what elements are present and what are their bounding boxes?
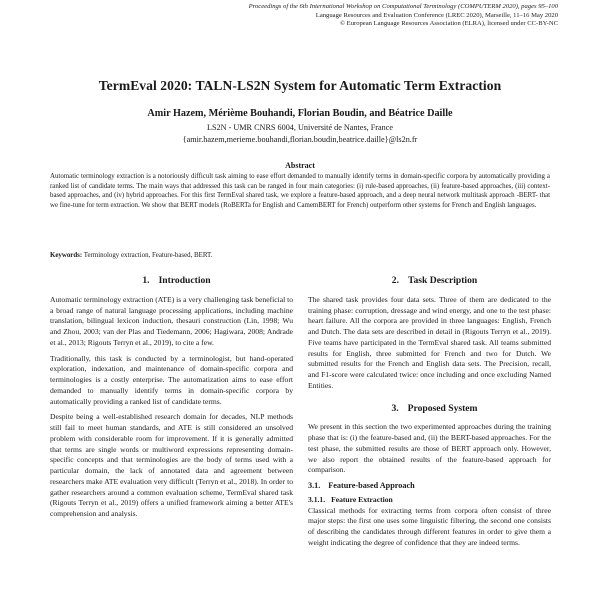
feature-extraction-paragraph: Classical methods for extracting terms from corpora often consist of three major steps: the first one uses some linguistic filtering, the second one consists of describing the candidates through different features in order to give them a weight indicating the degree of confidence that they are indeed terms. [308,505,551,547]
intro-paragraph-2: Traditionally, this task is conducted by a terminologist, but hand-operated exploration, indexation, and maintenance of domain-specific corpora and terminologies is a costly enterprise. The automatization aims to ease effort demanded to manually identify terms in domain-specific corpora by automatically providing a ranked list of candidate terms. [50,353,293,406]
subsection-number: 3.1. [308,481,321,490]
section-number: 1. [142,275,150,286]
section-heading-introduction [50,276,293,287]
affiliation: LS2N - UMR CNRS 6004, Université de Nantes, France [206,123,394,132]
task-paragraph-1: The shared task provides four data sets. Three of them are dedicated to the training phase: corruption, dressage and wind energy, and one to the test phase: heart failure. All the corpora are provided in three languages: English, French and Dutch. The data sets are described in detail in (Rigouts Terryn et al., 2019). Five teams have participated in the TermEval shared task. All teams submitted results for English, three submitted for French and two for Dutch. We submitted results for the French and English data sets. The Precision, recall, and F1-score were calculated twice: once including and once excluding Named Entities. [308,294,551,390]
intro-paragraph-1: Automatic terminology extraction (ATE) is a very challenging task beneficial to a broad range of natural language processing applications, including machine translation, bilingual lexicon induction, thesauri construction (Lin, 1998; Wu and Zhou, 2003; van der Plas and Tiedemann, 2006; Hagiwara, 2008; Andrade et al., 2013; Rigouts Terryn et al., 2019), to cite a few. [50,294,293,347]
keywords-line [50,251,550,261]
proceedings-line-1: Proceedings of the 6th International Workshop on Computational Terminology (COMPUTERM 2020), pages 95–100 [248,3,558,10]
section-title: Proposed System [407,402,478,414]
section-number: 3. [391,402,399,414]
proceedings-line-3: © European Language Resources Association (ELRA), licensed under CC-BY-NC [340,20,558,28]
section-heading-task-description [308,276,551,287]
section-title: Task Description [407,275,478,286]
keywords-text: Terminology extraction, Feature-based, BERT. [82,252,213,259]
subsection-heading-feature-based [308,481,551,492]
section-title: Introduction [158,275,211,286]
section-heading-proposed-system [308,404,551,415]
system-paragraph-1: We present in this section the two experimented approaches during the training phase that is: (i) the feature-based and, (ii) the BERT-based approaches. For the test phase, the submitted results are those of BERT approach only. However, we also report the obtained results of the feature-based approach for comparison. [308,422,551,475]
author-list: Amir Hazem, Mérième Bouhandi, Florian Boudin, and Béatrice Daille [147,108,453,119]
author-emails: {amir.hazem,merieme.bouhandi,florian.boudin,beatrice.daille}@ls2n.fr [182,134,418,144]
subsubsection-number: 3.1.1. [308,494,326,504]
keywords-label: Keywords: [50,252,83,259]
proceedings-line-2: Language Resources and Evaluation Conference (LREC 2020), Marseille, 11–16 May 2020 [315,11,558,19]
abstract-text: Automatic terminology extraction is a notoriously difficult task aiming to ease effort demanded to manually identify terms in domain-specific corpora by automatically providing a ranked list of candidate terms. The main ways that addressed this task can be ranged in four main categories: (i) rule-based approaches, (ii) feature-based approaches, (iii) context-based approaches, and (iv) hybrid approaches. For this first TermEval shared task, we explore a feature-based approach, and a deep neural network multitask approach -BERT- that we fine-tune for term extraction. We show that BERT models (RoBERTa for English and CamemBERT for French) outperform other systems for French and English languages. [50,173,550,209]
affiliation-block [0,122,600,145]
right-column [308,276,551,554]
section-number: 2. [391,275,399,286]
abstract-heading: Abstract [285,161,315,170]
proceedings-header [158,3,558,29]
subsection-title: Feature-based Approach [328,481,415,490]
intro-paragraph-3: Despite being a well-established research domain for decades, NLP methods still fail to meet human standards, and ATE is still considered an unsolved problem with considerable room for improvement. If it is generally admitted that terms are single words or multiword expressions representing domain-specific concepts and that terminologies are the body of terms used with a particular domain, the lack of annotated data and agreement between researchers make ATE evaluation very difficult (Terryn et al., 2018). In order to gather researchers around a common evaluation scheme, TermEval shared task (Rigouts Terryn et al., 2019) offers a unified framework aiming a better ATE's comprehension and analysis. [50,412,293,518]
subsubsection-heading-feature-extraction [308,495,551,506]
paper-title: TermEval 2020: TALN-LS2N System for Automatic Term Extraction [98,78,502,93]
left-column [50,276,293,525]
subsubsection-title: Feature Extraction [331,494,393,504]
